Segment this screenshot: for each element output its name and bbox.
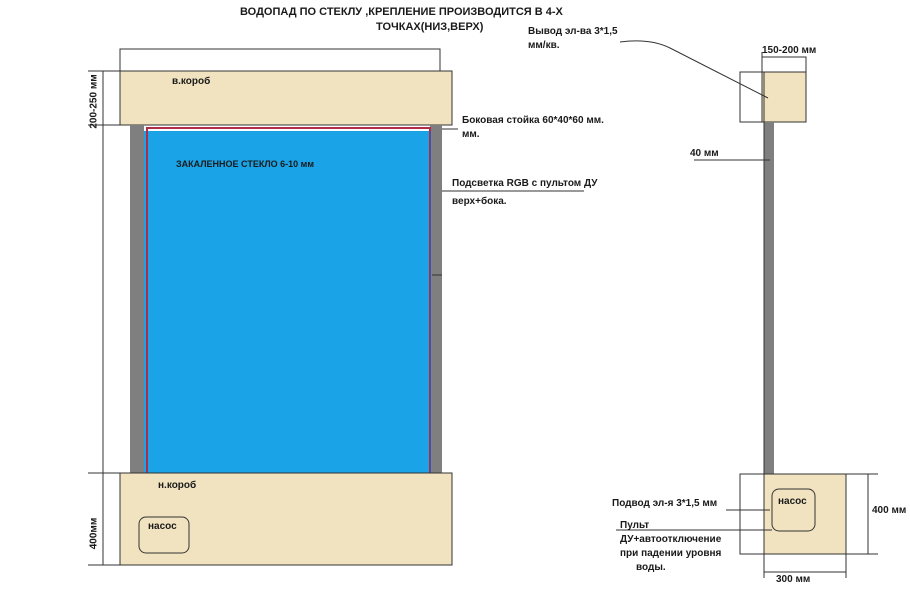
remote-label-2: ДУ+автоотключение — [620, 534, 722, 545]
light-label-1: Подсветка RGB с пультом ДУ — [452, 178, 598, 189]
cable-in-label: Подвод эл-я 3*1,5 мм — [612, 498, 718, 509]
glass-label: ЗАКАЛЕННОЕ СТЕКЛО 6-10 мм — [176, 159, 314, 169]
side-post-label-1: Боковая стойка 60*40*60 мм. — [462, 115, 604, 126]
side-top-box — [762, 72, 806, 122]
side-top-cap — [762, 57, 806, 72]
side-glass — [764, 122, 774, 474]
cable-out-label-1: Вывод эл-ва 3*1,5 — [528, 26, 618, 37]
pump-label-side: насос — [778, 496, 807, 507]
glass-panel — [144, 131, 432, 473]
dim-top-label: 200-250 мм — [88, 74, 100, 129]
bottom-height-label: 400 мм — [872, 505, 907, 516]
top-cap-outline — [120, 49, 440, 71]
thickness-label: 40 мм — [690, 148, 719, 159]
pump-label-front: насос — [148, 521, 177, 532]
top-width-label: 150-200 мм — [762, 45, 817, 56]
dim-bottom-label: 400мм — [88, 517, 100, 550]
left-post — [130, 125, 144, 473]
side-post-label-2: мм. — [462, 129, 480, 140]
remote-label-3: при падении уровня — [620, 548, 722, 559]
remote-label-1: Пульт — [620, 520, 650, 531]
title-line-2: ТОЧКАХ(НИЗ,ВЕРХ) — [376, 21, 484, 33]
bottom-width-label: 300 мм — [776, 574, 811, 585]
light-label-2: верх+бока. — [452, 196, 507, 207]
top-box — [120, 71, 452, 125]
cable-out-label-2: мм/кв. — [528, 40, 560, 51]
bottom-box-label: н.короб — [158, 480, 197, 491]
title-line-1: ВОДОПАД ПО СТЕКЛУ ,КРЕПЛЕНИЕ ПРОИЗВОДИТСЯ В 4-Х — [240, 6, 563, 18]
remote-label-4: воды. — [636, 562, 666, 573]
top-box-label: в.короб — [172, 76, 211, 87]
